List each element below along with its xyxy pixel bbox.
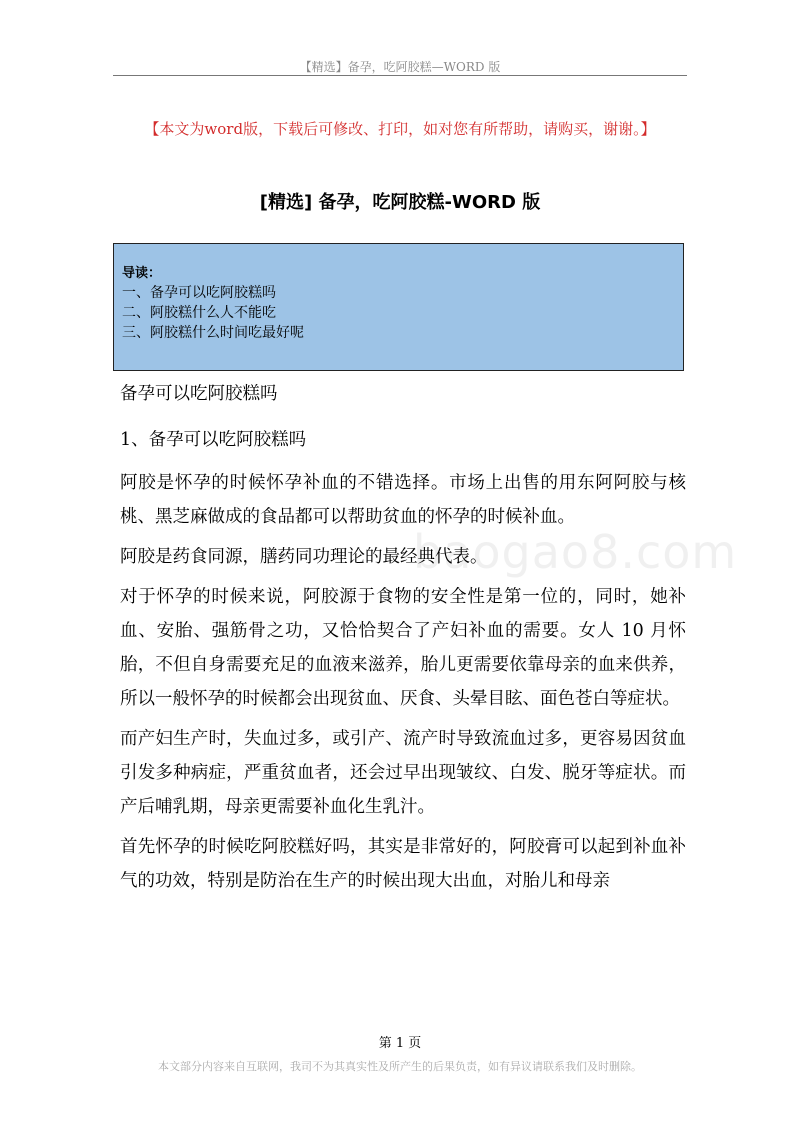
document-body <box>120 374 686 898</box>
page-header: 【精选】备孕，吃阿胶糕—WORD 版 <box>299 60 501 74</box>
sub-heading: 1、备孕可以吃阿胶糕吗 <box>120 430 307 450</box>
header-rule <box>113 75 687 76</box>
paragraph: 阿胶是怀孕的时候怀孕补血的不错选择。市场上出售的用东阿阿胶与核桃、黑芝麻做成的食品都可以帮助贫血的怀孕的时候补血。 <box>120 473 686 527</box>
paragraph: 阿胶是药食同源，膳药同功理论的最经典代表。 <box>120 547 488 567</box>
page-number: 第 1 页 <box>378 1036 422 1051</box>
guide-box <box>113 243 684 371</box>
watermark: baogao8.com <box>413 525 738 579</box>
paragraph: 而产妇生产时，失血过多，或引产、流产时导致流血过多，更容易因贫血引发多种病症，严重贫血者，还会过早出现皱纹、白发、脱牙等症状。而产后哺乳期，母亲更需要补血化生乳汁。 <box>120 729 686 817</box>
document-title: [精选] 备孕，吃阿胶糕-WORD 版 <box>259 192 541 213</box>
paragraph: 对于怀孕的时候来说，阿胶源于食物的安全性是第一位的，同时，她补血、安胎、强筋骨之功，又恰恰契合了产妇补血的需要。女人 10 月怀胎，不但自身需要充足的血液来滋养，胎儿更需要依靠母亲的血来供养，所以一般怀孕的时候都会出现贫血、厌食、头晕目眩、面色苍白等症状。 <box>120 587 686 709</box>
page-footer: 本文部分内容来自互联网，我司不为其真实性及所产生的后果负责，如有异议请联系我们及时删除。 <box>158 1060 642 1073</box>
guide-item: 二、阿胶糕什么人不能吃 <box>122 305 276 321</box>
paragraph: 首先怀孕的时候吃阿胶糕好吗，其实是非常好的，阿胶膏可以起到补血补气的功效，特别是防治在生产的时候出现大出血，对胎儿和母亲 <box>120 837 686 891</box>
guide-item: 三、阿胶糕什么时间吃最好呢 <box>122 325 304 341</box>
section-heading: 备孕可以吃阿胶糕吗 <box>120 384 278 404</box>
guide-label: 导读： <box>122 266 162 281</box>
notice-text: 【本文为word版，下载后可修改、打印，如对您有所帮助，请购买，谢谢。】 <box>144 120 656 138</box>
guide-item: 一、备孕可以吃阿胶糕吗 <box>122 285 276 301</box>
